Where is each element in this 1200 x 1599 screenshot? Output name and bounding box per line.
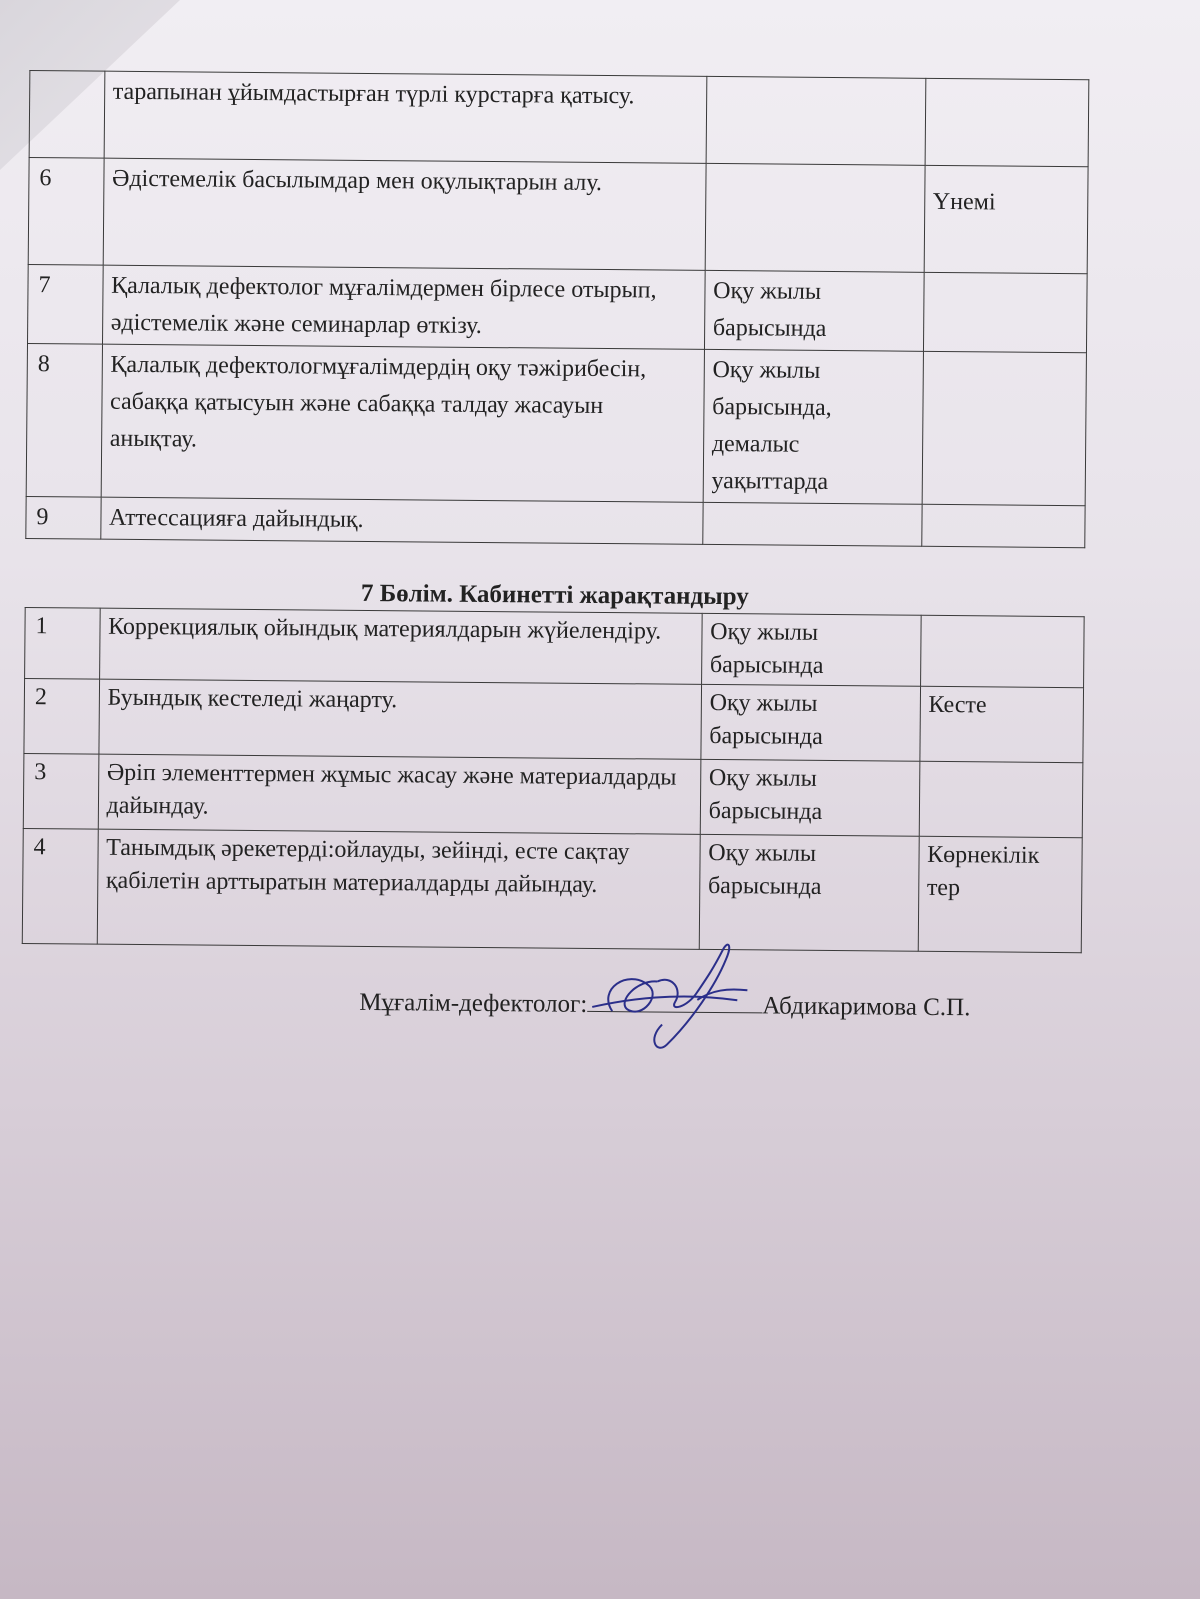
row-number: 2: [24, 678, 99, 754]
section-title: 7 Бөлім. Кабинетті жарақтандыру: [360, 579, 749, 611]
row-time: [703, 502, 922, 546]
signature-name: Абдикаримова С.П.: [762, 992, 971, 1022]
row-note: Көрнекілік тер: [918, 836, 1082, 952]
row-activity: Әріп элементтермен жұмыс жасау және материалдарды дайындау.: [98, 754, 701, 834]
row-activity: Коррекциялық ойындық материялдарын жүйелендіру.: [99, 608, 702, 684]
table-row: [26, 496, 1085, 547]
row-time: Оқу жылы барысында: [704, 270, 924, 351]
row-number: 7: [28, 264, 103, 344]
row-note: [921, 504, 1085, 547]
row-activity: Буындық кестеледі жаңарту.: [99, 679, 702, 759]
row-note: [922, 351, 1087, 505]
table-row: [26, 343, 1086, 505]
row-note: Үнемі: [924, 165, 1088, 273]
table-row: [23, 753, 1083, 837]
row-time: Оқу жылы барысында: [701, 613, 920, 686]
row-note: [925, 78, 1089, 166]
row-activity: Қалалық дефектологмұғалімдердің оқу тәжірибесін, сабаққа қатысуын және сабаққа талдау жасауын анықтау.: [101, 344, 704, 502]
signature-role: Мұғалім-дефектолог:: [359, 988, 588, 1018]
row-time: Оқу жылы барысында, демалыс уақыттарда: [703, 349, 923, 504]
row-note: [919, 761, 1083, 837]
row-time: [705, 163, 925, 272]
row-number: 6: [28, 157, 104, 265]
row-number: 8: [26, 343, 102, 497]
row-number: 3: [23, 753, 98, 829]
row-number: 4: [22, 828, 98, 944]
row-activity: Қалалық дефектолог мұғалімдермен бірлесе отырып, әдістемелік және семинарлар өткізу.: [102, 265, 705, 349]
row-activity: Танымдық әрекетерді:ойлауды, зейінді, есте сақтау қабілетін арттыратын материалдарды дайындау.: [97, 829, 700, 949]
handwritten-signature-icon: [587, 929, 763, 1051]
table-row: [29, 71, 1089, 167]
row-time: Оқу жылы барысында: [699, 834, 919, 951]
row-time: Оқу жылы барысында: [700, 759, 920, 836]
document-body: [21, 0, 1100, 1023]
row-activity: тарапынан ұйымдастырған түрлі курстарға қатысу.: [104, 71, 707, 163]
row-time: [706, 76, 926, 165]
table-row: [25, 607, 1085, 687]
row-note: [923, 272, 1087, 352]
row-number: 9: [26, 496, 101, 539]
row-activity: Әдістемелік басылымдар мен оқулықтарын алу.: [103, 158, 706, 270]
row-note: Кесте: [919, 686, 1083, 762]
row-number: 1: [25, 607, 100, 679]
table-row: [28, 157, 1088, 273]
signature-blank: [587, 989, 762, 1014]
table-row: [28, 264, 1088, 352]
equipment-table: [22, 607, 1085, 953]
row-number: [29, 71, 104, 159]
table-row: [22, 828, 1082, 952]
signature-line: [359, 987, 1091, 1023]
row-note: [920, 615, 1084, 687]
table-row: [24, 678, 1084, 762]
row-activity: Аттессацияға дайындық.: [100, 497, 702, 544]
plan-table-continued: [25, 70, 1089, 548]
row-time: Оқу жылы барысында: [701, 684, 921, 761]
